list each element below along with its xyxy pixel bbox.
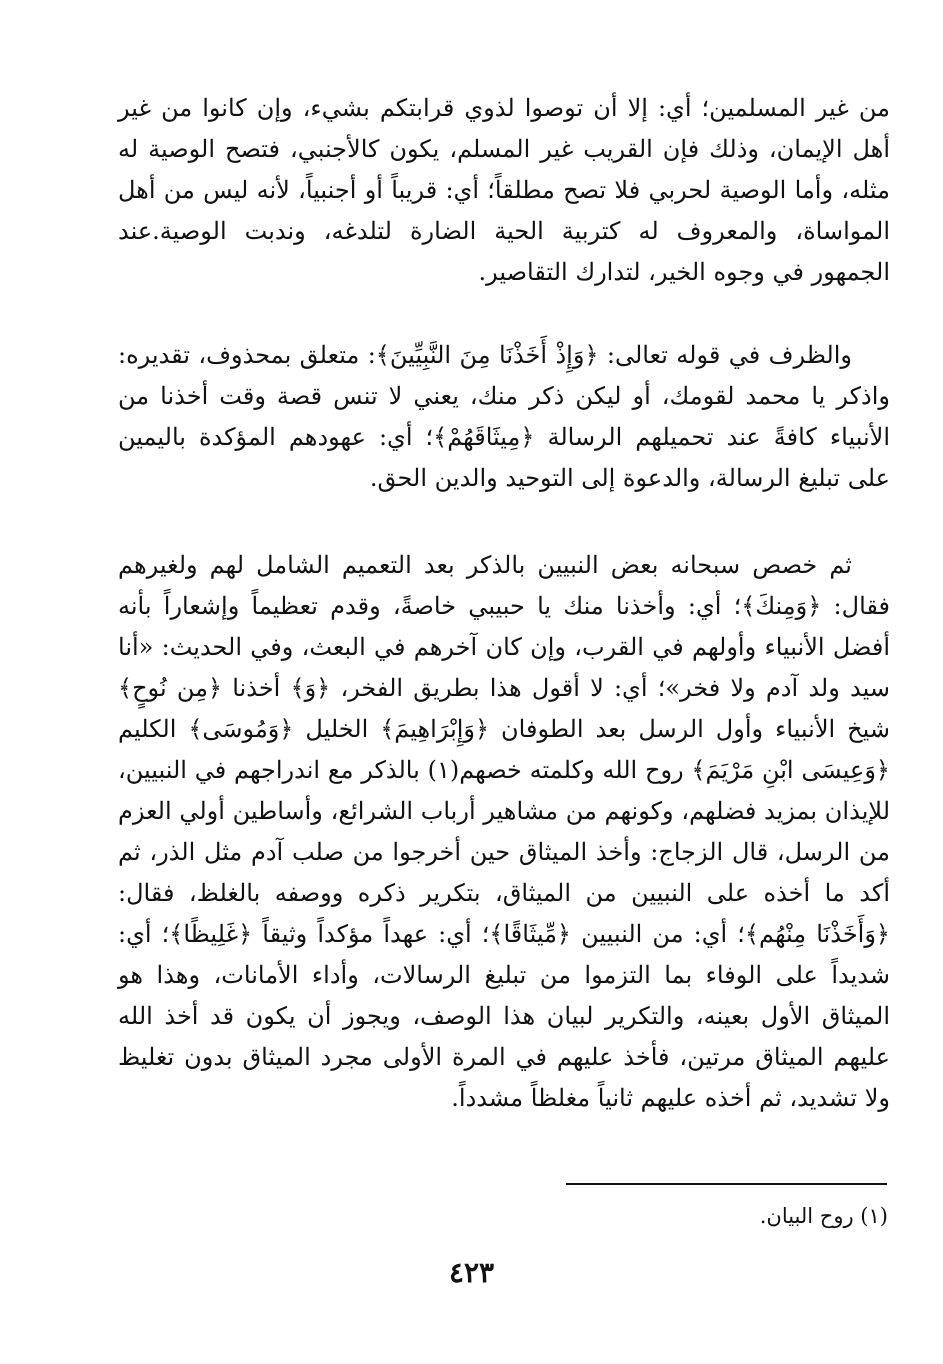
paragraph-2 [118, 335, 890, 499]
footnote-divider [566, 1183, 887, 1185]
paragraph-3-text: ثم خصص سبحانه بعض النبيين بالذكر بعد التعميم الشامل لهم ولغيرهم فقال: ﴿وَمِنكَ﴾؛ أي: وأخذنا منك يا حبيبي خاصةً، وقدم تعظيماً وإشعاراً بأنه أفضل الأنبياء وأولهم في القرب، وإن كان آخرهم في البعث، وفي الحديث: «أنا سيد ولد آدم ولا فخر»؛ أي: لا أقول هذا بطريق الفخر، ﴿وَ﴾ أخذنا ﴿مِن نُوحٍ﴾ شيخ الأنبياء وأول الرسل بعد الطوفان ﴿وَإِبْرَاهِيمَ﴾ الخليل ﴿وَمُوسَى﴾ الكليم ﴿وَعِيسَى ابْنِ مَرْيَمَ﴾ روح الله وكلمته خصهم(١) بالذكر مع اندراجهم في النبيين، للإيذان بمزيد فضلهم، وكونهم من مشاهير أرباب الشرائع، وأساطين أولي العزم من الرسل، قال الزجاج: وأخذ الميثاق حين أخرجوا من صلب آدم مثل الذر، ثم أكد ما أخذه على النبيين من الميثاق، بتكرير ذكره ووصفه بالغلظ، فقال: ﴿وَأَخَذْنَا مِنْهُم﴾؛ أي: من النبيين ﴿مِّيثَاقًا﴾؛ أي: عهداً مؤكداً وثيقاً ﴿غَلِيظًا﴾؛ أي: شديداً على الوفاء بما التزموا من تبليغ الرسالات، وأداء الأمانات، وهذا هو الميثاق الأول بعينه، والتكرير لبيان هذا الوصف، ويجوز أن يكون قد أخذ الله عليهم الميثاق مرتين، فأخذ عليهم في المرة الأولى مجرد الميثاق بدون تغليظ ولا تشديد، ثم أخذه عليهم ثانياً مغلظاً مشدداً. [118, 551, 890, 1112]
paragraph-1 [118, 88, 890, 293]
paragraph-2-text: والظرف في قوله تعالى: ﴿وَإِذْ أَخَذْنَا مِنَ النَّبِيِّينَ﴾: متعلق بمحذوف، تقديره: واذكر يا محمد لقومك، أو ليكن ذكر منك، يعني لا تنس قصة وقت أخذنا من الأنبياء كافةً عند تحميلهم الرسالة ﴿مِيثَاقَهُمْ﴾؛ أي: عهودهم المؤكدة باليمين على تبليغ الرسالة، والدعوة إلى التوحيد والدين الحق. [118, 341, 890, 492]
paragraph-3 [118, 545, 890, 1119]
footnote: (١) روح البيان. [759, 1204, 888, 1228]
page-number: ٤٢٣ [448, 1256, 495, 1289]
paragraph-1-text: من غير المسلمين؛ أي: إلا أن توصوا لذوي قرابتكم بشيء، وإن كانوا من غير أهل الإيمان، وذلك فإن القريب غير المسلم، يكون كالأجنبي، فتصح الوصية له مثله، وأما الوصية لحربي فلا تصح مطلقاً؛ أي: قريباً أو أجنبياً، لأنه ليس من أهل المواساة، والمعروف له كتربية الحية الضارة لتلدغه، وندبت الوصية.عند الجمهور في وجوه الخير، لتدارك التقاصير. [118, 94, 890, 286]
